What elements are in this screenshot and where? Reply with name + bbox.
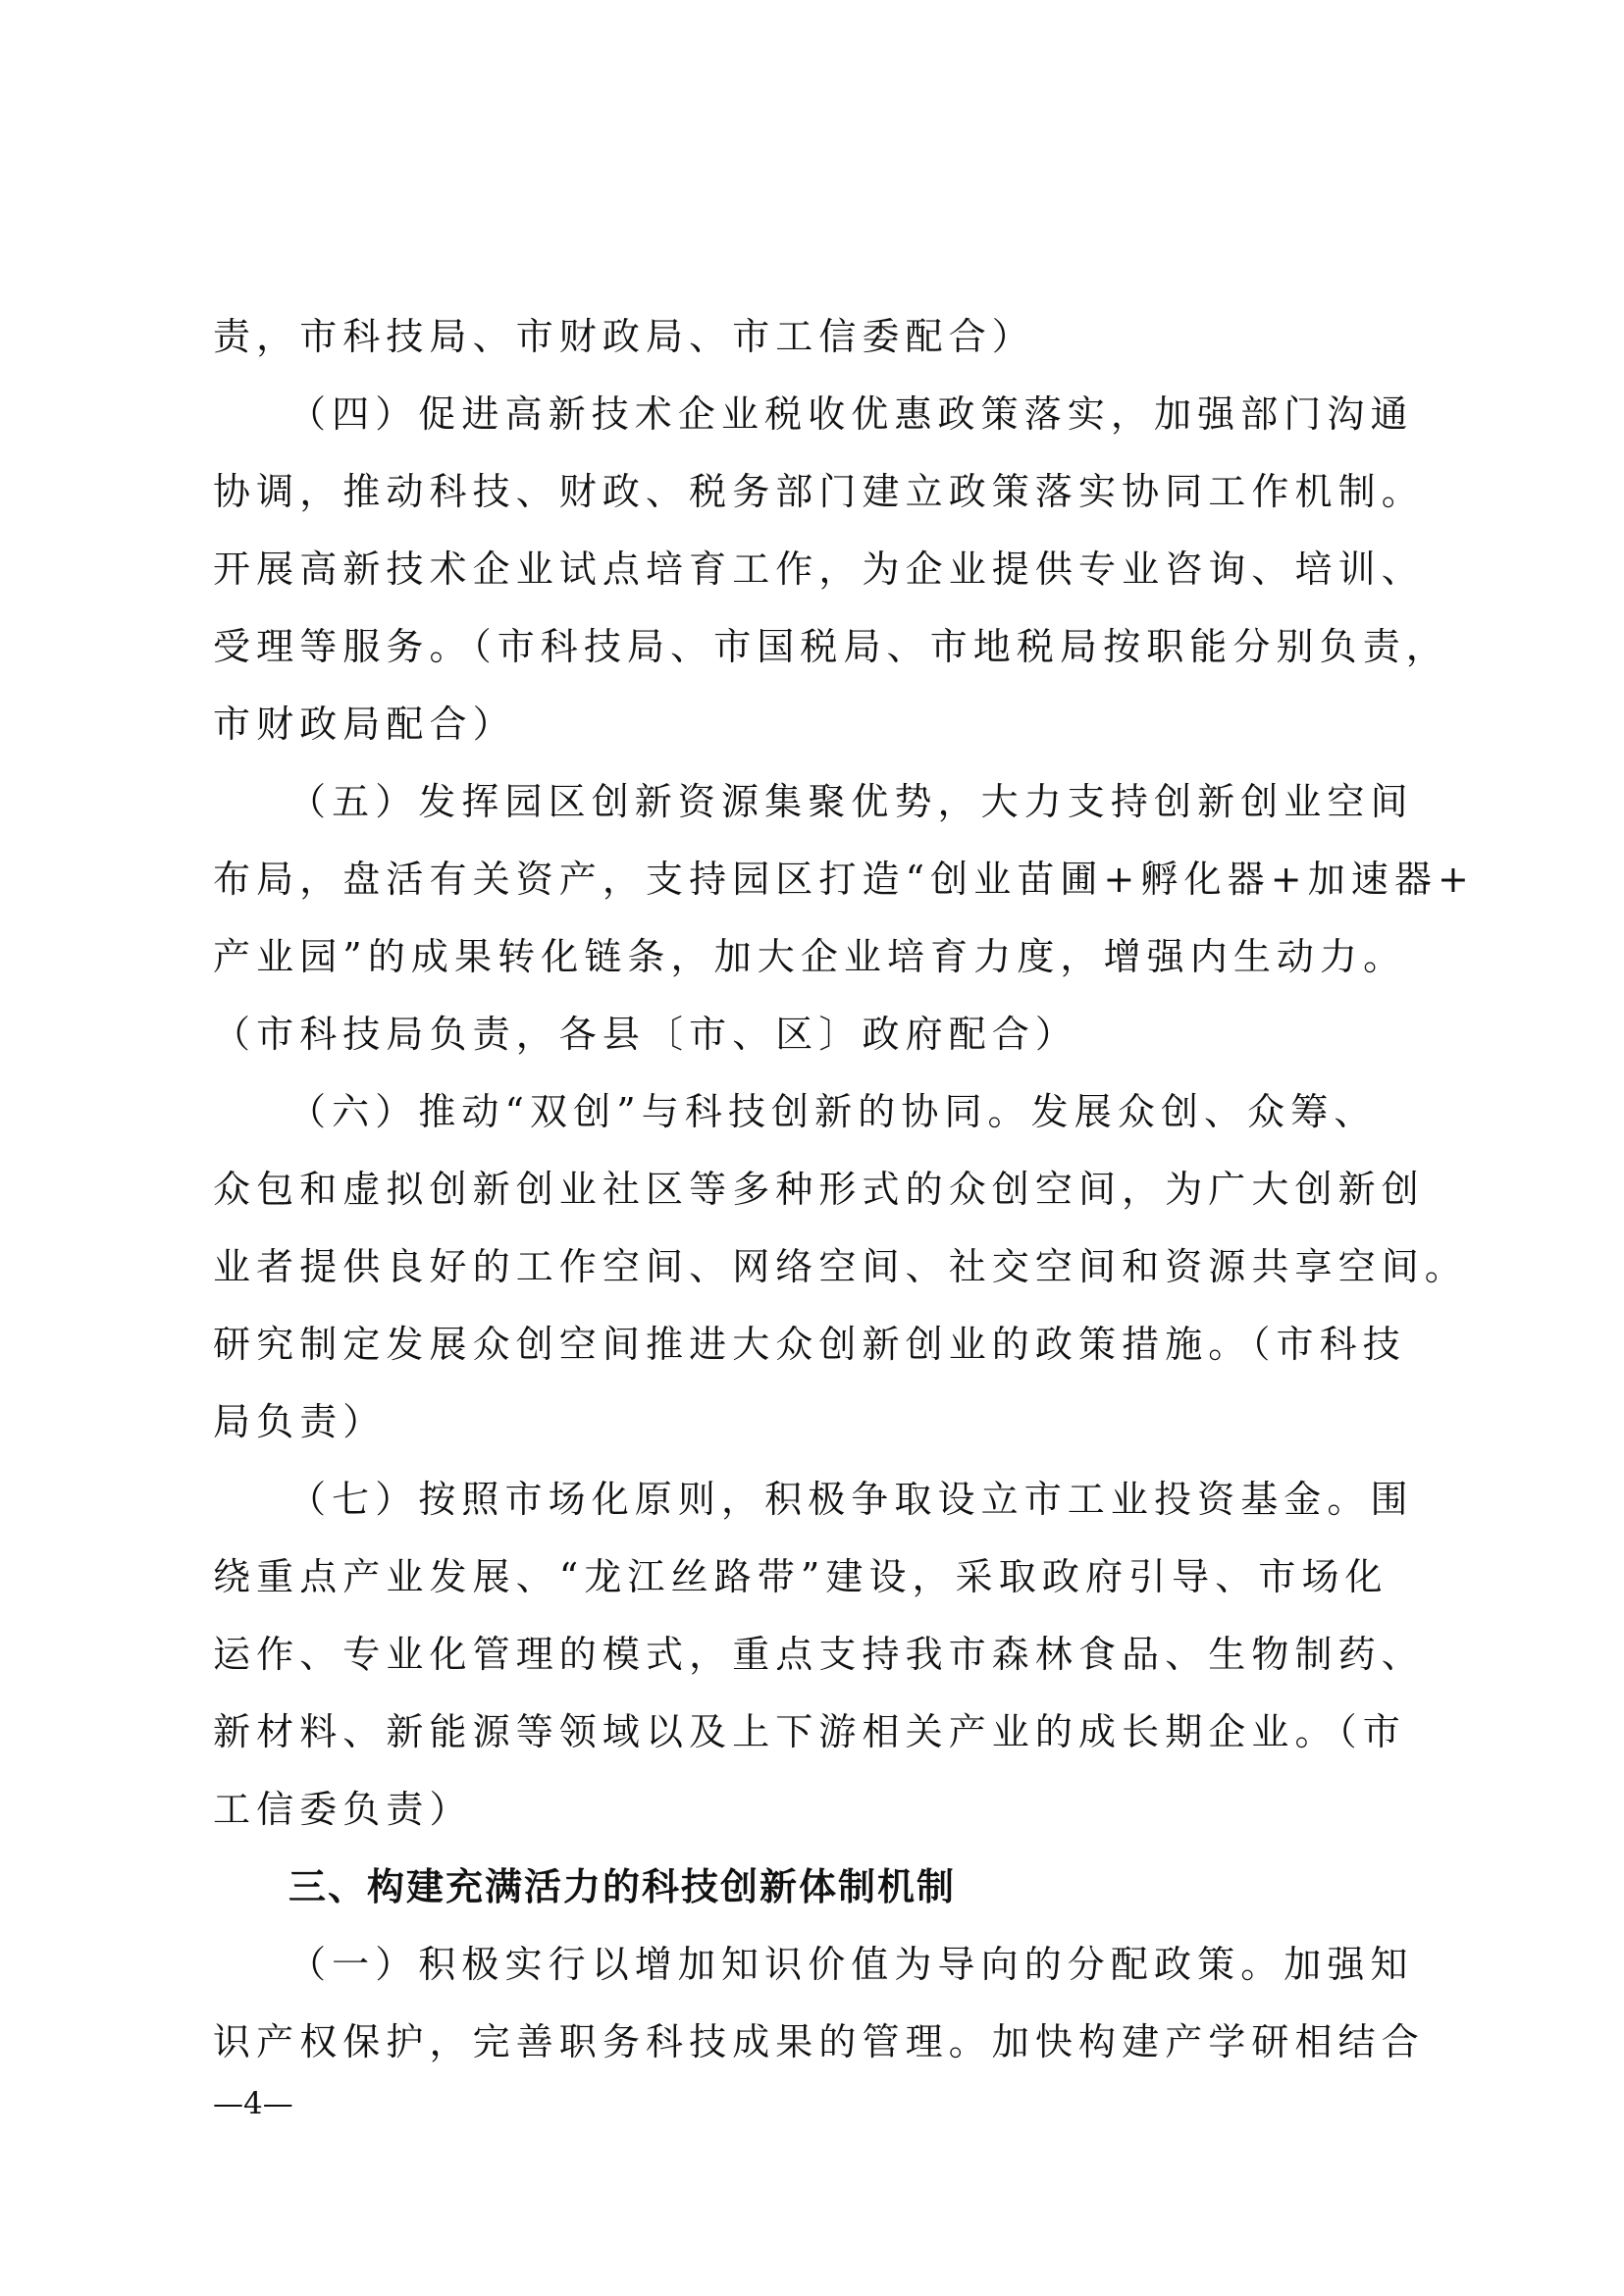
text-line: （市科技局负责，各县〔市、区〕政府配合） — [213, 1013, 1079, 1056]
text-line: 工信委负责） — [213, 1788, 473, 1831]
text-line: 绕重点产业发展、“龙江丝路带”建设，采取政府引导、市场化 — [213, 1555, 1388, 1598]
text-line: 受理等服务。（市科技局、市国税局、市地税局按职能分别负责， — [213, 625, 1449, 668]
paragraph-4-start: （四）促进高新技术企业税收优惠政策落实，加强部门沟通 — [288, 392, 1414, 436]
paragraph-5-start: （五）发挥园区创新资源集聚优势，大力支持创新创业空间 — [288, 780, 1414, 823]
text-line: 开展高新技术企业试点培育工作，为企业提供专业咨询、培训、 — [213, 548, 1425, 591]
text-line: 研究制定发展众创空间推进大众创新创业的政策措施。（市科技 — [213, 1323, 1406, 1366]
page-number: —4— — [213, 2086, 293, 2121]
text-line: 协调，推动科技、财政、税务部门建立政策落实协同工作机制。 — [213, 470, 1425, 513]
text-line: 产业园”的成果转化链条，加大企业培育力度，增强内生动力。 — [213, 935, 1407, 978]
text-line: 业者提供良好的工作空间、网络空间、社交空间和资源共享空间。 — [213, 1245, 1468, 1288]
text-line: 责，市科技局、市财政局、市工信委配合） — [213, 315, 1035, 358]
paragraph-7-start: （七）按照市场化原则，积极争取设立市工业投资基金。围 — [288, 1478, 1414, 1521]
text-line: 新材料、新能源等领域以及上下游相关产业的成长期企业。（市 — [213, 1710, 1406, 1753]
paragraph-1-start: （一）积极实行以增加知识价值为导向的分配政策。加强知 — [288, 1943, 1414, 1986]
text-line: 识产权保护，完善职务科技成果的管理。加快构建产学研相结合 — [213, 2020, 1425, 2063]
section-heading: 三、构建充满活力的科技创新体制机制 — [288, 1865, 957, 1908]
paragraph-6-start: （六）推动“双创”与科技创新的协同。发展众创、众筹、 — [288, 1090, 1378, 1133]
text-line: 局负责） — [213, 1400, 387, 1443]
text-line: 市财政局配合） — [213, 703, 516, 746]
text-line: 运作、专业化管理的模式，重点支持我市森林食品、生物制药、 — [213, 1633, 1425, 1676]
text-line: 众包和虚拟创新创业社区等多种形式的众创空间，为广大创新创 — [213, 1168, 1425, 1211]
text-line: 布局，盘活有关资产，支持园区打造“创业苗圃+孵化器+加速器+ — [213, 858, 1475, 901]
